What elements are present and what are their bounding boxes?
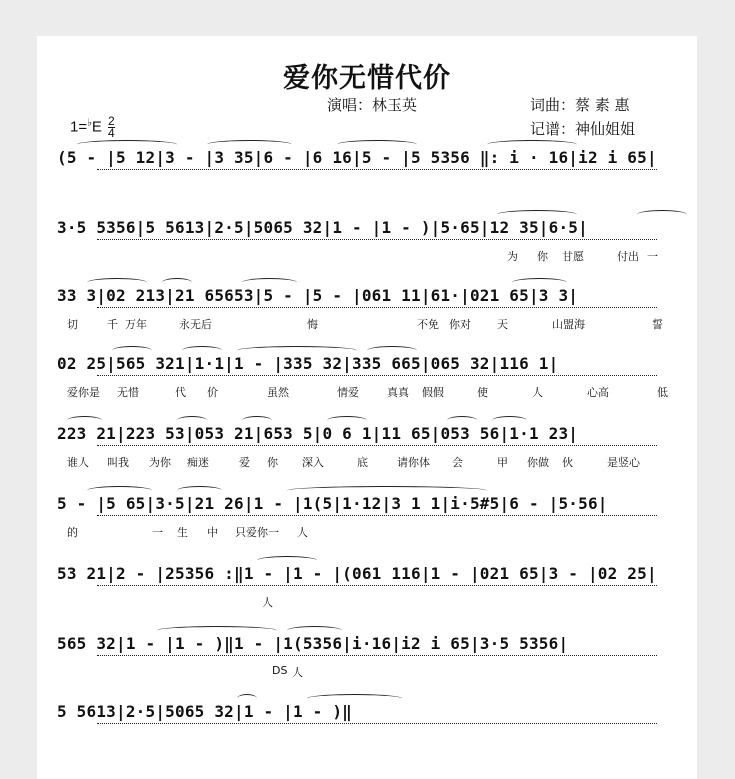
lyric-syllable: 会: [452, 456, 463, 469]
score-system-8: [57, 634, 697, 679]
lyric-syllable: 不免: [417, 318, 439, 331]
score-system-9: [57, 702, 697, 732]
lyric-syllable: 为你: [149, 456, 171, 469]
beam-underline: [97, 723, 657, 724]
lyric-syllable: 一: [152, 526, 163, 539]
lyric-line: [57, 248, 697, 266]
lyric-syllable: 你对: [449, 318, 471, 331]
lyric-syllable: 你: [267, 456, 278, 469]
notation-line: 565 32|1 - |1 - )‖1 - |1(5356|i·16|i2 i 65|3·5 5356|: [57, 634, 569, 653]
lyric-syllable: 假假: [422, 386, 444, 399]
key-prefix: 1=: [70, 118, 88, 136]
lyric-line: [57, 732, 697, 750]
beam-underline: [97, 515, 657, 516]
score-system-3: [57, 286, 697, 331]
lyric-syllable: 中: [207, 526, 218, 539]
score-system-5: [57, 424, 697, 469]
time-signature: [108, 116, 115, 139]
score-page: [37, 36, 697, 779]
lyric-syllable: 低: [657, 386, 668, 399]
lyric-syllable: 山盟海: [552, 318, 585, 331]
lyric-syllable: 甘愿: [562, 250, 584, 263]
score-system-1: [57, 148, 697, 178]
lyric-syllable: 爱你是: [67, 386, 100, 399]
lyric-syllable: 付出: [617, 250, 639, 263]
notation-line: 33 3|02 213|21 65653|5 - |5 - |061 11|61·|021 65|3 3|: [57, 286, 579, 305]
notation-line: 3·5 5356|5 5613|2·5|5065 32|1 - |1 - )|5·65|12 35|6·5|: [57, 218, 588, 237]
notation-line: 5 5613|2·5|5065 32|1 - |1 - )‖: [57, 702, 352, 721]
lyric-syllable: DS: [272, 664, 288, 677]
lyric-syllable: 为: [507, 250, 518, 263]
lyric-syllable: 永无后: [179, 318, 212, 331]
lyric-syllable: 人: [262, 596, 273, 609]
key-signature: [70, 116, 115, 139]
lyric-syllable: 深入: [302, 456, 324, 469]
flat-sign: ♭: [87, 117, 92, 129]
notation-line: 02 25|565 321|1·1|1 - |335 32|335 665|065 32|116 1|: [57, 354, 559, 373]
score-system-4: [57, 354, 697, 399]
time-bottom: 4: [108, 126, 115, 140]
lyric-syllable: 万年: [125, 318, 147, 331]
lyric-syllable: 底: [357, 456, 368, 469]
notation-line: (5 - |5 12|3 - |3 35|6 - |6 16|5 - |5 5356 ‖: i · 16|i2 i 65|: [57, 148, 657, 167]
lyric-syllable: 叫我: [107, 456, 129, 469]
beam-underline: [97, 655, 657, 656]
lyric-line: [57, 178, 697, 196]
lyric-syllable: 爱: [239, 456, 250, 469]
beam-underline: [97, 169, 657, 170]
lyric-syllable: 悔: [307, 318, 318, 331]
transcriber-credit: 记谱：神仙姐姐: [530, 120, 636, 138]
lyric-syllable: 无惜: [117, 386, 139, 399]
lyric-syllable: 伙: [562, 456, 573, 469]
lyric-line: [57, 454, 697, 472]
lyric-syllable: 请你体: [397, 456, 430, 469]
lyric-syllable: 你做: [527, 456, 549, 469]
lyric-syllable: 一: [647, 250, 658, 263]
lyric-syllable: 真真: [387, 386, 409, 399]
lyric-syllable: 你: [537, 250, 548, 263]
lyric-line: [57, 524, 697, 542]
singer-credit: 演唱：林玉英: [327, 96, 418, 114]
notation-line: 53 21|2 - |25356 :‖1 - |1 - |(061 116|1 - |021 65|3 - |02 25|: [57, 564, 657, 583]
notation-line: 5 - |5 65|3·5|21 26|1 - |1(5|1·12|3 1 1|i·5#5|6 - |5·56|: [57, 494, 608, 513]
key-letter: E: [91, 118, 102, 136]
lyric-line: [57, 664, 697, 682]
lyric-syllable: 生: [177, 526, 188, 539]
lyric-syllable: 谁人: [67, 456, 89, 469]
beam-underline: [97, 307, 657, 308]
lyric-syllable: 虽然: [267, 386, 289, 399]
lyric-syllable: 人: [532, 386, 543, 399]
lyric-syllable: 人: [297, 526, 308, 539]
lyric-syllable: 千: [107, 318, 118, 331]
notation-line: 223 21|223 53|053 21|653 5|0 6 1|11 65|053 56|1·1 23|: [57, 424, 579, 443]
lyric-syllable: 痴迷: [187, 456, 209, 469]
lyric-syllable: 是竖心: [607, 456, 640, 469]
lyric-syllable: 的: [67, 526, 78, 539]
beam-underline: [97, 585, 657, 586]
lyric-syllable: 只爱你一: [235, 526, 279, 539]
lyric-line: [57, 316, 697, 334]
lyric-syllable: 人: [292, 666, 303, 679]
score-system-6: [57, 494, 697, 539]
lyric-syllable: 使: [477, 386, 488, 399]
beam-underline: [97, 375, 657, 376]
beam-underline: [97, 445, 657, 446]
beam-underline: [97, 239, 657, 240]
time-top: 2: [108, 114, 115, 128]
lyric-syllable: 甲: [497, 456, 508, 469]
lyric-syllable: 情爱: [337, 386, 359, 399]
lyric-syllable: 切: [67, 318, 78, 331]
lyric-syllable: 天: [497, 318, 508, 331]
lyric-syllable: 心高: [587, 386, 609, 399]
lyric-line: [57, 594, 697, 612]
lyric-syllable: 誓: [652, 318, 663, 331]
score-system-2: [57, 218, 697, 263]
lyric-syllable: 价: [207, 386, 218, 399]
lyric-line: [57, 384, 697, 402]
lyric-syllable: 代: [175, 386, 186, 399]
song-title: 爱你无惜代价: [283, 63, 451, 94]
composer-credit: 词曲：蔡 素 惠: [530, 96, 630, 114]
slur-mark: [637, 210, 687, 219]
score-system-7: [57, 564, 697, 609]
